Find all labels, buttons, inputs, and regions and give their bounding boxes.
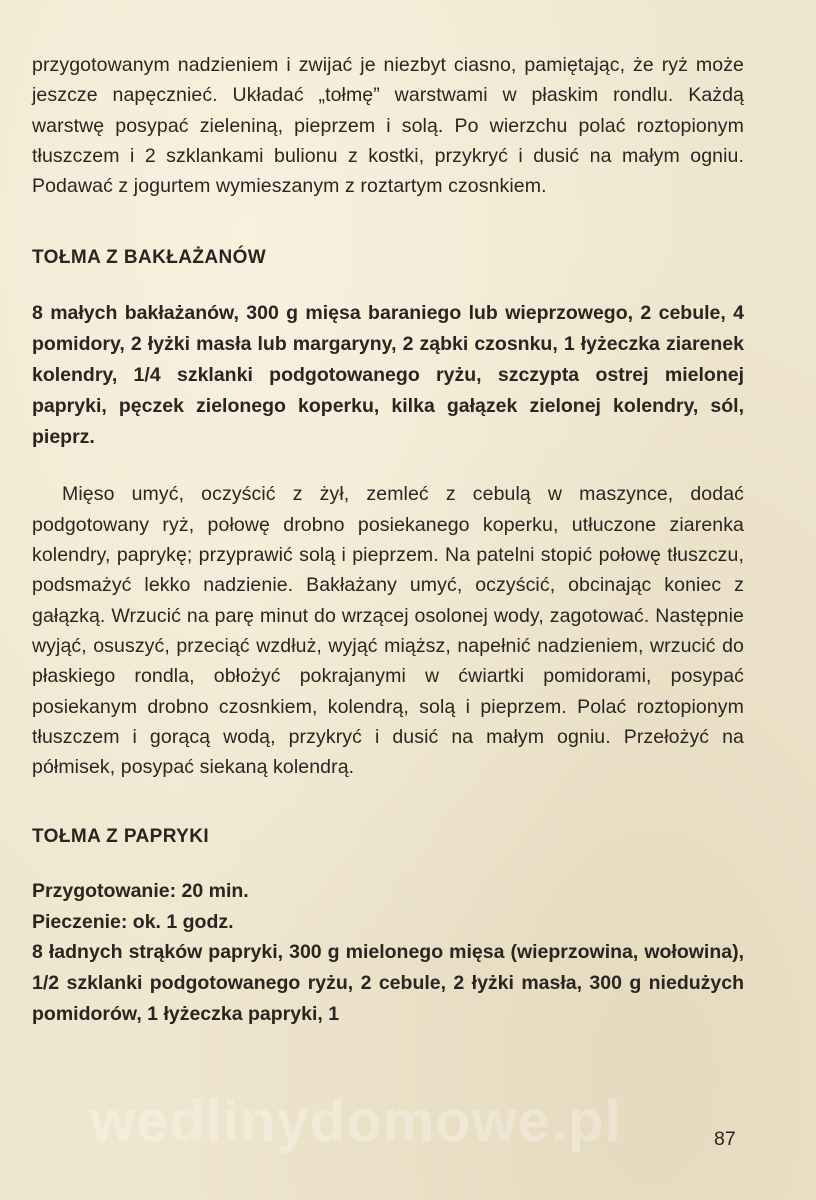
intro-paragraph: przygotowanym nadzieniem i zwijać je niezbyt ciasno, pamiętając, że ryż może jeszcze napęcznieć. Układać „tołmę” warstwami w płaskim rondlu. Każdą warstwę posypać zieleniną, pieprzem i solą. Po wierzchu polać roztopionym tłuszczem i 2 szklankami bulionu z kostki, przykryć i dusić na małym ogniu. Podawać z jogurtem wymieszanym z roztartym czosnkiem.	[32, 54, 744, 198]
ingredients-eggplant: 8 małych bakłażanów, 300 g mięsa baraniego lub wieprzowego, 2 cebule, 4 pomidory, 2 łyżki masła lub margaryny, 2 ząbki czosnku, 1 łyżeczka ziarenek kolendry, 1/4 szklanki podgotowanego ryżu, szczypta ostrej mielonej papryki, pęczek zielonego koperku, kilka gałązek zielonej kolendry, sól, pieprz.	[32, 302, 744, 448]
prep-time: Przygotowanie: 20 min.	[32, 880, 249, 903]
recipe-title-eggplant: TOŁMA Z BAKŁAŻANÓW	[32, 247, 267, 269]
recipe-title-pepper: TOŁMA Z PAPRYKI	[32, 826, 209, 848]
method-eggplant: Mięso umyć, oczyścić z żył, zemleć z cebulą w maszynce, dodać podgotowany ryż, połowę drobno posiekanego koperku, utłuczone ziarenka kolendry, paprykę; przyprawić solą i pieprzem. Na patelni stopić połowę tłuszczu, podsmażyć lekko nadzienie. Bakłażany umyć, oczyścić, obcinając koniec z gałązką. Wrzucić na parę minut do wrzącej osolonej wody, zagotować. Następnie wyjąć, osuszyć, przeciąć wzdłuż, wyjąć miąższ, napełnić nadzieniem, wrzucić do płaskiego rondla, obłożyć pokrajanymi w ćwiartki pomidorami, posypać posiekanym drobno czosnkiem, kolendrą, solą i pieprzem. Polać roztopionym tłuszczem i gorącą wodą, przykryć i dusić na małym ogniu. Przełożyć na półmisek, posypać siekaną kolendrą.	[32, 483, 744, 779]
page-content	[32, 50, 744, 1030]
page-number: 87	[714, 1128, 736, 1150]
ingredients-pepper: 8 ładnych strąków papryki, 300 g mielonego mięsa (wieprzowina, wołowina), 1/2 szklanki podgotowanego ryżu, 2 cebule, 2 łyżki masła, 300 g niedużych pomidorów, 1 łyżeczka papryki, 1	[32, 941, 744, 1026]
watermark: wedlinydomowe.pl	[90, 1089, 622, 1154]
bake-time: Pieczenie: ok. 1 godz.	[32, 910, 234, 933]
